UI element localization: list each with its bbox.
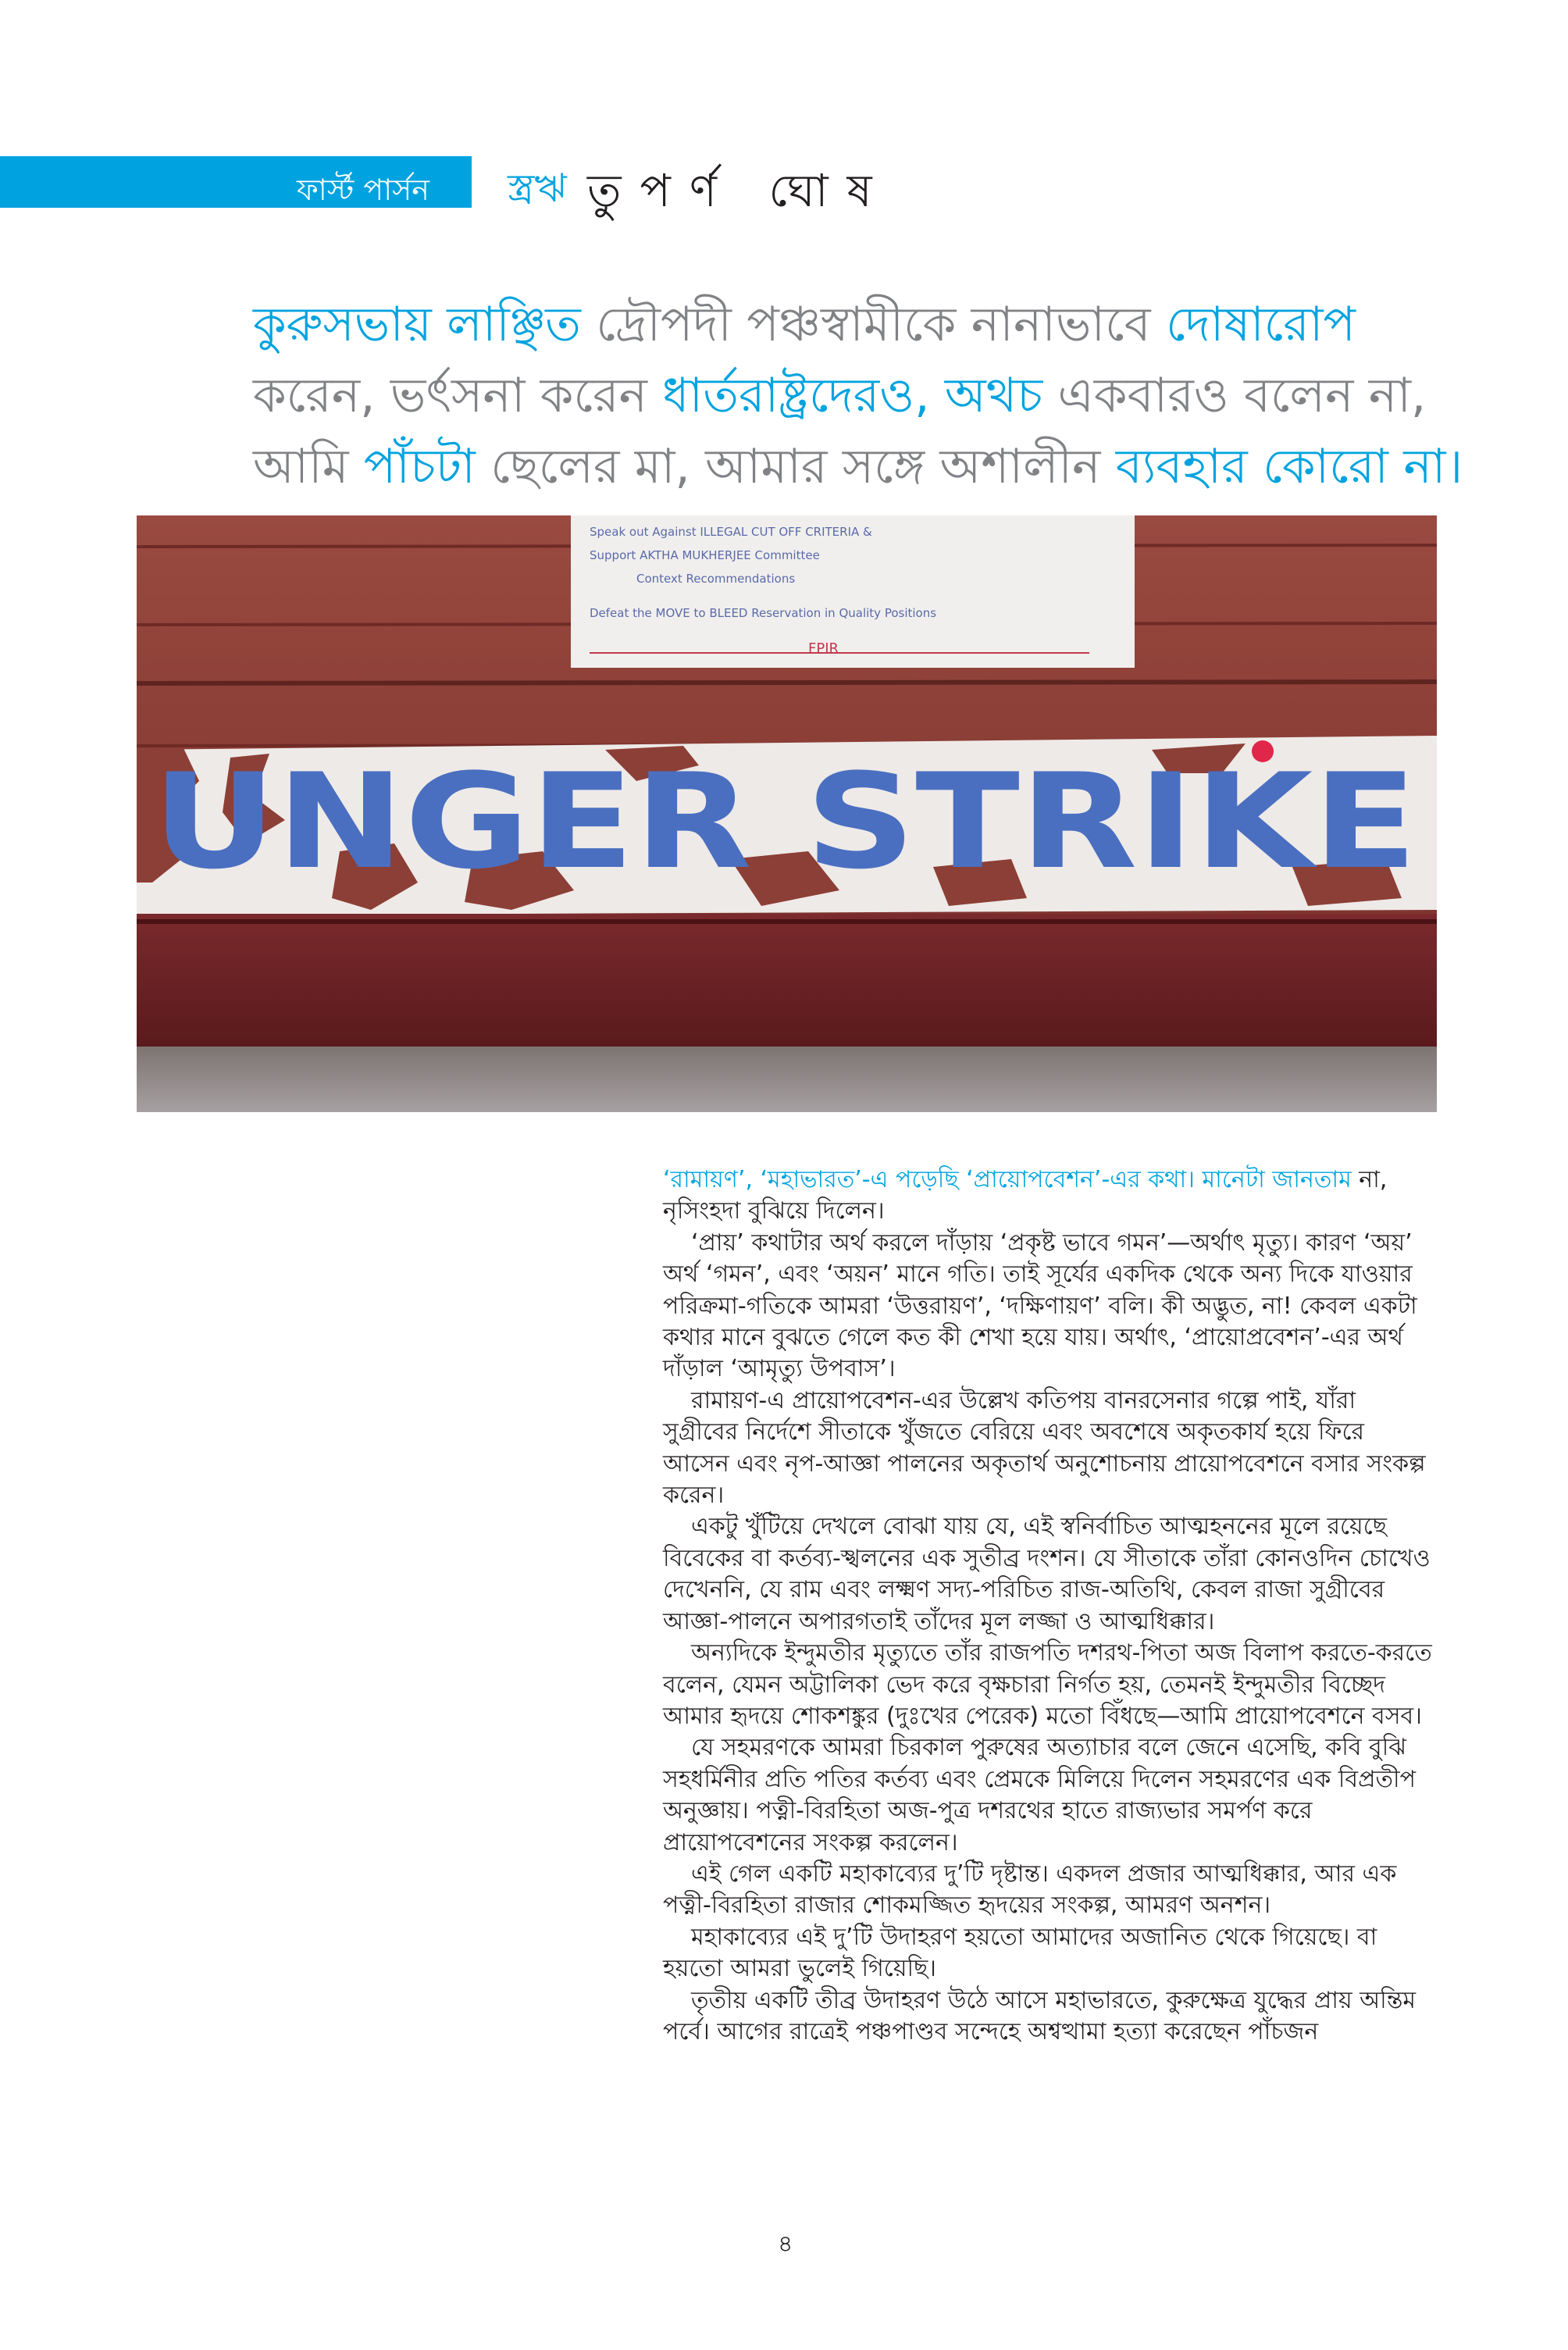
pull-quote-text: ছেলের মা, আমার সঙ্গে অশালীন [475,439,1116,494]
pull-quote-text: দ্রৌপদী পঞ্চস্বামীকে নানাভাবে [580,297,1166,352]
author-name: তুপর্ণ ঘোষ [587,164,891,217]
hunger-strike-photo [137,515,1437,1112]
notice-line: Context Recommendations [636,572,796,586]
article-paragraph: এই গেল একটি মহাকাব্যের দু’টি দৃষ্টান্ত। একদল প্রজার আত্মধিক্কার, আর এক পত্নী-বিরহিতা রাজার শোকমজ্জিত হৃদয়ের সংকল্প, আমরণ অনশন। [663,1860,1397,1920]
pull-quote-text: একবারও বলেন না, [1042,368,1427,423]
article-paragraph: তৃতীয় একটি তীব্র উদাহরণ উঠে আসে মহাভারতে, কুরুক্ষেত্র যুদ্ধের প্রায় অন্তিম পর্বে। আগের রাত্রেই পঞ্চপাণ্ডব সন্দেহে অশ্বত্থামা হত্যা করেছেন পাঁচজন [663,1986,1417,2045]
hunger-strike-lettering: UNGER STRIKE [152,745,1417,898]
pull-quote-line-2 [253,360,1456,431]
lead-text: ‘রামায়ণ’, ‘মহাভারত’-এ পড়েছি ‘প্রায়োপবেশন’-এর কথা। মানেটা জানতাম [663,1166,1352,1193]
article-paragraph: যে সহমরণকে আমরা চিরকাল পুরুষের অত্যাচার বলে জেনে এসেছি, কবি বুঝি সহধর্মিনীর প্রতি পতির কর্তব্য এবং প্রেমকে মিলিয়ে দিলেন সহমরণের এক বিপ্রতীপ অনুজ্ঞায়। পত্নী-বিরহিতা অজ-পুত্র দশরথের হাতে রাজ্যভার সমর্পণ করে প্রায়োপবেশনের সংকল্প করলেন। [663,1734,1416,1856]
article-paragraph: ‘প্রায়’ কথাটার অর্থ করলে দাঁড়ায় ‘প্রকৃষ্ট ভাবে গমন’—অর্থাৎ মৃত্যু। কারণ ‘অয়’ অর্থ ‘গমন’, এবং ‘অয়ন’ মানে গতি। তাই সূর্যের একদিক থেকে অন্য দিকে যাওয়ার পরিক্রমা-গতিকে আমরা ‘উত্তরায়ণ’, ‘দক্ষিণায়ণ’ বলি। কী অদ্ভুত, না! কেবল একটা কথার মানে বুঝতে গেলে কত কী শেখা হয়ে যায়। অর্থাৎ, ‘প্রায়োপ্রবেশন’-এর অর্থ দাঁড়াল ‘আমৃত্যু উপবাস’। [663,1228,1417,1383]
pull-quote-text: আমি [253,439,364,494]
pull-quote-highlight: দোষারোপ [1165,297,1356,352]
pull-quote-highlight: ব্যবহার কোরো না। [1115,439,1463,494]
article-paragraph: রামায়ণ-এ প্রায়োপবেশন-এর উল্লেখ কতিপয় বানরসেনার গল্পে পাই, যাঁরা সুগ্রীবের নির্দেশে সীতাকে খুঁজতে বেরিয়ে এবং অবশেষে অকৃতকার্য হয়ে ফিরে আসেন এবং নৃপ-আজ্ঞা পালনের অকৃতার্থ অনুশোচনায় প্রায়োপবেশনে বসার সংকল্প করেন। [663,1386,1426,1510]
page-number: ৪ [778,2231,793,2258]
red-band [137,914,1437,1047]
section-label: ফার্স্ট পার্সন [297,173,429,207]
article-paragraph: অন্যদিকে ইন্দুমতীর মৃত্যুতে তাঁর রাজপতি দশরথ-পিতা অজ বিলাপ করতে-করতে বলেন, যেমন অট্টালিকা ভেদ করে বৃক্ষচারা নির্গত হয়, তেমনই ইন্দুমতীর বিচ্ছেদ আমার হৃদয়ে শোকশঙ্কুর (দুঃখের পেরেক) মতো বিঁধছে—আমি প্রায়োপবেশনে বসব। [663,1639,1432,1730]
notice-line: Support AKTHA MUKHERJEE Committee [590,548,820,562]
article-paragraph: মহাকাব্যের এই দু’টি উদাহরণ হয়তো আমাদের অজানিত থেকে গিয়েছে। বা হয়তো আমরা ভুলেই গিয়েছি। [663,1923,1377,1983]
pull-quote [253,289,1463,502]
lead-text-rest: না, নৃসিংহদা বুঝিয়ে দিলেন। [663,1166,1388,1225]
article-body [663,1164,1438,2048]
notice-line: Defeat the MOVE to BLEED Reservation in Quality Positions [590,606,937,620]
pull-quote-highlight: পাঁচটা [363,439,476,494]
pull-quote-highlight: ধার্তরাষ্ট্রদেরও, অথচ [662,368,1043,423]
article-paragraph [663,1164,1438,1228]
article-paragraph: একটু খুঁটিয়ে দেখলে বোঝা যায় যে, এই স্বনির্বাচিত আত্মহননের মূলে রয়েছে বিবেকের বা কর্তব্য-স্খলনের এক সুতীব্র দংশন। যে সীতাকে তাঁরা কোনওদিন চোখেও দেখেননি, যে রাম এবং লক্ষ্মণ সদ্য-পরিচিত রাজ-অতিথি, কেবল রাজা সুগ্রীবের আজ্ঞা-পালনে অপারগতাই তাঁদের মূল লজ্জা ও আত্মধিক্কার। [663,1513,1431,1635]
pull-quote-line-3 [253,431,1463,502]
notice-line: FPIR [808,640,839,657]
pull-quote-highlight: কুরুসভায় লাঞ্ছিত [253,297,581,352]
byline-prefix: স্ত্রঋ [508,166,567,211]
floor [137,1047,1437,1112]
notice-line: Speak out Against ILLEGAL CUT OFF CRITERIA & [590,525,872,539]
pull-quote-text: করেন, ভর্ৎসনা করেন [253,368,663,423]
pull-quote-line-1 [253,289,1456,360]
